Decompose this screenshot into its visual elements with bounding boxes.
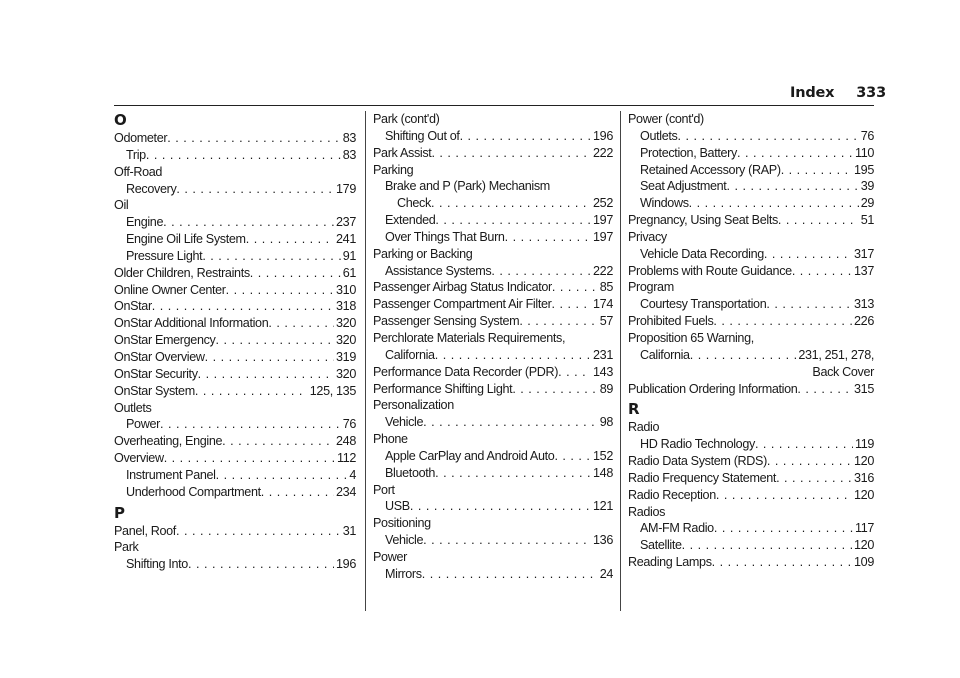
index-entry[interactable] bbox=[628, 128, 874, 145]
dot-leader bbox=[677, 128, 858, 145]
index-entry[interactable] bbox=[114, 349, 356, 366]
index-topic: Privacy bbox=[628, 229, 667, 244]
index-entry[interactable] bbox=[373, 279, 613, 296]
dot-leader bbox=[714, 520, 853, 537]
page-number: 333 bbox=[856, 85, 886, 101]
dot-leader bbox=[512, 381, 597, 398]
dot-leader bbox=[690, 347, 797, 364]
index-page-ref[interactable]: 252 bbox=[593, 196, 613, 211]
index-page-ref[interactable]: 117 bbox=[854, 521, 874, 536]
index-page-ref[interactable]: 248 bbox=[336, 434, 356, 449]
dot-leader bbox=[781, 162, 852, 179]
index-entry[interactable] bbox=[114, 523, 356, 540]
index-page-ref[interactable]: 310 bbox=[336, 282, 356, 297]
index-page-ref[interactable]: 196 bbox=[336, 557, 356, 572]
index-topic: Radios bbox=[628, 504, 666, 519]
index-entry[interactable] bbox=[628, 246, 874, 263]
index-page-ref[interactable]: 315 bbox=[854, 381, 874, 396]
index-page-ref[interactable]: 89 bbox=[599, 381, 613, 396]
section-letter: R bbox=[628, 400, 640, 419]
index-entry[interactable] bbox=[373, 532, 613, 549]
index-entry-label: Pregnancy, Using Seat Belts bbox=[628, 213, 778, 228]
section-letter: P bbox=[114, 503, 125, 522]
dot-leader bbox=[176, 181, 334, 198]
index-page-ref[interactable]: 61 bbox=[342, 265, 356, 280]
index-page-ref[interactable]: 76 bbox=[342, 417, 356, 432]
index-entry-label: Overheating, Engine bbox=[114, 434, 223, 449]
index-entry[interactable] bbox=[373, 448, 613, 465]
index-entry-label: OnStar System bbox=[114, 383, 195, 398]
dot-leader bbox=[188, 556, 334, 573]
index-page-ref[interactable]: 226 bbox=[854, 314, 874, 329]
index-page-ref[interactable]: 83 bbox=[342, 147, 356, 162]
dot-leader bbox=[737, 145, 853, 162]
index-page-ref[interactable]: 98 bbox=[599, 415, 613, 430]
index-entry[interactable] bbox=[628, 520, 874, 537]
index-entry-label: California bbox=[385, 347, 435, 362]
index-page-ref[interactable]: 234 bbox=[336, 484, 356, 499]
index-topic: Park bbox=[114, 540, 139, 555]
index-page-ref[interactable]: 222 bbox=[593, 145, 613, 160]
index-entry[interactable] bbox=[628, 296, 874, 313]
index-entry[interactable] bbox=[628, 212, 874, 229]
index-entry-label: Bluetooth bbox=[385, 465, 436, 480]
index-entry[interactable] bbox=[373, 229, 613, 246]
section-letter: O bbox=[114, 111, 127, 129]
index-entry[interactable] bbox=[114, 450, 356, 467]
dot-leader bbox=[764, 246, 852, 263]
dot-leader bbox=[460, 128, 591, 145]
index-entry[interactable] bbox=[628, 195, 874, 212]
index-entry[interactable] bbox=[373, 381, 613, 398]
index-page-ref[interactable]: 76 bbox=[860, 128, 874, 143]
index-topic: Program bbox=[628, 280, 674, 295]
dot-leader bbox=[250, 265, 341, 282]
index-entry-label: OnStar Security bbox=[114, 366, 198, 381]
dot-leader bbox=[755, 436, 853, 453]
index-entry[interactable] bbox=[628, 453, 874, 470]
index-entry[interactable] bbox=[373, 145, 613, 162]
index-entry-label: Protection, Battery bbox=[640, 145, 737, 160]
index-entry-label: Power bbox=[126, 417, 160, 432]
index-entry-label: Shifting Out of bbox=[385, 128, 460, 143]
index-entry[interactable] bbox=[628, 313, 874, 330]
index-entry-label: Radio Frequency Statement bbox=[628, 470, 777, 485]
index-entry[interactable] bbox=[114, 214, 356, 231]
index-entry[interactable] bbox=[114, 130, 356, 147]
index-topic: Phone bbox=[373, 432, 408, 447]
index-entry-label: Satellite bbox=[640, 538, 682, 553]
dot-leader bbox=[558, 364, 591, 381]
index-entry-label: Assistance Systems bbox=[385, 263, 492, 278]
dot-leader bbox=[726, 178, 858, 195]
index-entry-label: Performance Shifting Light bbox=[373, 381, 513, 396]
index-page-ref[interactable]: 51 bbox=[860, 213, 874, 228]
index-entry[interactable] bbox=[114, 282, 356, 299]
index-entry-label: OnStar bbox=[114, 299, 152, 314]
dot-leader bbox=[505, 229, 591, 246]
index-page-ref[interactable]: 121 bbox=[593, 499, 613, 514]
index-page-ref[interactable]: 317 bbox=[854, 246, 874, 261]
dot-leader bbox=[423, 414, 598, 431]
index-entry[interactable] bbox=[628, 537, 874, 554]
index-column-3 bbox=[628, 111, 874, 571]
index-page-ref[interactable]: 231 bbox=[593, 347, 613, 362]
index-entry[interactable] bbox=[373, 212, 613, 229]
index-entry-label: Shifting Into bbox=[126, 557, 188, 572]
index-page-ref[interactable]: 320 bbox=[336, 316, 356, 331]
dot-leader bbox=[797, 381, 852, 398]
index-entry-label: Recovery bbox=[126, 181, 177, 196]
index-entry[interactable] bbox=[628, 347, 874, 364]
index-topic: Personalization bbox=[373, 398, 454, 413]
index-page-continuation: Back Cover bbox=[812, 364, 874, 379]
index-entry[interactable] bbox=[114, 484, 356, 501]
dot-leader bbox=[222, 433, 334, 450]
index-page-ref[interactable]: 222 bbox=[593, 263, 613, 278]
index-entry-label: Check bbox=[397, 196, 431, 211]
index-entry[interactable] bbox=[628, 554, 874, 571]
index-page-ref[interactable]: 174 bbox=[593, 297, 613, 312]
dot-leader bbox=[167, 130, 340, 147]
dot-leader bbox=[682, 537, 852, 554]
index-page-ref[interactable]: 148 bbox=[593, 465, 613, 480]
index-entry[interactable] bbox=[114, 383, 356, 400]
index-entry-label: Passenger Compartment Air Filter bbox=[373, 297, 552, 312]
dot-leader bbox=[146, 147, 341, 164]
dot-leader bbox=[226, 282, 334, 299]
index-entry[interactable] bbox=[628, 162, 874, 179]
index-column-2 bbox=[373, 111, 613, 583]
index-entry-label: Mirrors bbox=[385, 566, 422, 581]
index-page-ref[interactable]: 125, 135 bbox=[309, 383, 356, 398]
index-page-ref[interactable]: 195 bbox=[854, 162, 874, 177]
index-topic: Positioning bbox=[373, 516, 431, 531]
index-entry[interactable] bbox=[373, 263, 613, 280]
dot-leader bbox=[216, 467, 348, 484]
dot-leader bbox=[246, 231, 334, 248]
dot-leader bbox=[163, 214, 334, 231]
index-entry[interactable] bbox=[114, 147, 356, 164]
dot-leader bbox=[423, 532, 591, 549]
index-topic: Power bbox=[373, 549, 407, 564]
index-topic: Port bbox=[373, 482, 395, 497]
index-entry[interactable] bbox=[114, 416, 356, 433]
index-entry[interactable] bbox=[114, 315, 356, 332]
index-page-ref[interactable]: 231, 251, 278, bbox=[798, 347, 874, 362]
index-entry-label: Apple CarPlay and Android Auto bbox=[385, 448, 555, 463]
index-entry-label: Vehicle bbox=[385, 533, 424, 548]
index-entry[interactable] bbox=[373, 364, 613, 381]
dot-leader bbox=[205, 349, 334, 366]
dot-leader bbox=[554, 448, 591, 465]
dot-leader bbox=[268, 315, 334, 332]
index-column-1 bbox=[114, 111, 356, 573]
index-entry[interactable] bbox=[373, 498, 613, 515]
index-entry-label: Engine Oil Life System bbox=[126, 232, 246, 247]
index-entry[interactable] bbox=[373, 414, 613, 431]
index-page-ref[interactable]: 318 bbox=[336, 299, 356, 314]
index-entry-label: Older Children, Restraints bbox=[114, 265, 250, 280]
dot-leader bbox=[712, 554, 852, 571]
index-page-ref[interactable]: 91 bbox=[342, 248, 356, 263]
index-topic: Oil bbox=[114, 198, 129, 213]
index-page-ref[interactable]: 320 bbox=[336, 333, 356, 348]
index-page-ref[interactable]: 197 bbox=[593, 229, 613, 244]
index-entry-label: Vehicle Data Recording bbox=[640, 246, 764, 261]
index-entry-label: Odometer bbox=[114, 131, 168, 145]
index-entry[interactable] bbox=[628, 145, 874, 162]
index-entry-label: Passenger Airbag Status Indicator bbox=[373, 280, 552, 295]
index-entry-label: USB bbox=[385, 499, 410, 514]
index-entry-label: Retained Accessory (RAP) bbox=[640, 162, 781, 177]
index-entry[interactable] bbox=[114, 467, 356, 484]
dot-leader bbox=[778, 212, 859, 229]
index-topic: Proposition 65 Warning, bbox=[628, 330, 754, 345]
index-page-ref[interactable]: 85 bbox=[599, 280, 613, 295]
dot-leader bbox=[198, 366, 334, 383]
index-entry[interactable] bbox=[114, 433, 356, 450]
running-header bbox=[790, 85, 886, 101]
dot-leader bbox=[551, 296, 591, 313]
index-page-ref[interactable]: 143 bbox=[593, 364, 613, 379]
dot-leader bbox=[792, 263, 852, 280]
index-entry[interactable] bbox=[628, 178, 874, 195]
index-page-ref[interactable]: 83 bbox=[342, 131, 356, 145]
index-entry-label: Online Owner Center bbox=[114, 282, 226, 297]
index-entry[interactable] bbox=[114, 248, 356, 265]
index-entry-label: Passenger Sensing System bbox=[373, 314, 520, 329]
index-entry-label: Windows bbox=[640, 196, 689, 211]
index-topic: Radio bbox=[628, 420, 660, 435]
index-entry-label: Overview bbox=[114, 451, 164, 466]
index-entry-label: Seat Adjustment bbox=[640, 179, 727, 194]
index-entry-label: Performance Data Recorder (PDR) bbox=[373, 364, 559, 379]
index-entry-label: OnStar Additional Information bbox=[114, 316, 269, 331]
index-page-ref[interactable]: 57 bbox=[599, 314, 613, 329]
index-entry-label: Reading Lamps bbox=[628, 555, 712, 570]
index-entry-label: Panel, Roof bbox=[114, 523, 176, 538]
index-entry-label: Instrument Panel bbox=[126, 467, 216, 482]
index-entry-label: OnStar Emergency bbox=[114, 333, 216, 348]
index-page-ref[interactable]: 316 bbox=[854, 470, 874, 485]
dot-leader bbox=[519, 313, 597, 330]
dot-leader bbox=[431, 195, 591, 212]
index-topic: Parking or Backing bbox=[373, 246, 473, 261]
index-entry[interactable] bbox=[373, 296, 613, 313]
column-divider bbox=[620, 111, 621, 611]
index-page-ref[interactable]: 109 bbox=[854, 555, 874, 570]
index-topic: Perchlorate Materials Requirements, bbox=[373, 330, 566, 345]
index-entry-label: Over Things That Burn bbox=[385, 229, 505, 244]
index-entry[interactable] bbox=[628, 436, 874, 453]
index-entry-label: OnStar Overview bbox=[114, 349, 205, 364]
index-entry-label: Radio Data System (RDS) bbox=[628, 454, 767, 469]
index-page-ref[interactable]: 110 bbox=[854, 145, 874, 160]
index-entry[interactable] bbox=[373, 195, 613, 212]
index-page-ref[interactable]: 4 bbox=[349, 467, 356, 482]
header-rule bbox=[114, 105, 874, 106]
index-page-ref[interactable]: 319 bbox=[336, 349, 356, 364]
index-topic: Power (cont'd) bbox=[628, 112, 704, 126]
index-page-ref[interactable]: 120 bbox=[854, 454, 874, 469]
dot-leader bbox=[767, 453, 852, 470]
dot-leader bbox=[422, 566, 598, 583]
index-topic: Brake and P (Park) Mechanism bbox=[385, 179, 550, 194]
index-entry[interactable] bbox=[628, 263, 874, 280]
index-page-ref[interactable]: 29 bbox=[860, 196, 874, 211]
index-page-ref[interactable]: 237 bbox=[336, 215, 356, 230]
dot-leader bbox=[160, 416, 341, 433]
index-entry[interactable] bbox=[373, 313, 613, 330]
index-topic: Park (cont'd) bbox=[373, 112, 440, 126]
index-page-ref[interactable]: 241 bbox=[336, 232, 356, 247]
index-entry[interactable] bbox=[373, 465, 613, 482]
index-entry-label: Courtesy Transportation bbox=[640, 297, 767, 312]
index-page-ref[interactable]: 136 bbox=[593, 533, 613, 548]
index-entry[interactable] bbox=[114, 298, 356, 315]
dot-leader bbox=[552, 279, 598, 296]
dot-leader bbox=[195, 383, 308, 400]
dot-leader bbox=[491, 263, 591, 280]
index-page-ref[interactable]: 119 bbox=[854, 437, 874, 452]
index-entry-label: Outlets bbox=[640, 128, 678, 143]
index-entry-label: Problems with Route Guidance bbox=[628, 263, 792, 278]
dot-leader bbox=[431, 145, 591, 162]
index-entry-label: AM-FM Radio bbox=[640, 521, 714, 536]
index-topic: Off-Road bbox=[114, 164, 163, 179]
index-topic: Outlets bbox=[114, 400, 152, 415]
index-page-ref[interactable]: 196 bbox=[593, 128, 613, 143]
index-page-ref[interactable]: 179 bbox=[336, 181, 356, 196]
index-page-ref[interactable]: 112 bbox=[336, 451, 356, 466]
index-topic: Parking bbox=[373, 162, 414, 177]
dot-leader bbox=[410, 498, 591, 515]
dot-leader bbox=[176, 523, 341, 540]
column-divider bbox=[365, 111, 366, 611]
dot-leader bbox=[216, 332, 335, 349]
header-title: Index bbox=[790, 85, 835, 101]
dot-leader bbox=[766, 296, 852, 313]
dot-leader bbox=[435, 465, 591, 482]
index-page-ref[interactable]: 120 bbox=[854, 538, 874, 553]
index-page-ref[interactable]: 24 bbox=[599, 566, 613, 581]
dot-leader bbox=[164, 450, 335, 467]
index-entry[interactable] bbox=[114, 181, 356, 198]
index-entry-label: Prohibited Fuels bbox=[628, 314, 714, 329]
index-entry[interactable] bbox=[373, 128, 613, 145]
index-entry[interactable] bbox=[373, 347, 613, 364]
index-page-ref[interactable]: 137 bbox=[854, 263, 874, 278]
index-entry[interactable] bbox=[114, 231, 356, 248]
index-entry-label: HD Radio Technology bbox=[640, 437, 755, 452]
dot-leader bbox=[261, 484, 334, 501]
index-entry[interactable] bbox=[114, 265, 356, 282]
index-entry[interactable] bbox=[114, 332, 356, 349]
index-entry-label: Park Assist bbox=[373, 145, 432, 160]
index-page-ref[interactable]: 313 bbox=[854, 297, 874, 312]
dot-leader bbox=[716, 487, 852, 504]
index-entry[interactable] bbox=[373, 566, 613, 583]
index-entry-label: Trip bbox=[126, 147, 146, 162]
dot-leader bbox=[435, 212, 591, 229]
index-entry-label: California bbox=[640, 347, 690, 362]
index-entry[interactable] bbox=[114, 556, 356, 573]
index-page-ref[interactable]: 320 bbox=[336, 366, 356, 381]
dot-leader bbox=[435, 347, 591, 364]
index-page-ref[interactable]: 39 bbox=[860, 179, 874, 194]
dot-leader bbox=[713, 313, 852, 330]
index-entry[interactable] bbox=[628, 381, 874, 398]
index-page-ref[interactable]: 197 bbox=[593, 213, 613, 228]
index-page-ref[interactable]: 120 bbox=[854, 487, 874, 502]
dot-leader bbox=[152, 298, 334, 315]
index-entry-label: Extended bbox=[385, 213, 436, 228]
index-entry[interactable] bbox=[114, 366, 356, 383]
index-entry-label: Engine bbox=[126, 215, 164, 230]
dot-leader bbox=[202, 248, 340, 265]
index-entry-label: Radio Reception bbox=[628, 487, 716, 502]
index-entry-label: Underhood Compartment bbox=[126, 484, 261, 499]
index-entry[interactable] bbox=[628, 470, 874, 487]
index-entry-label: Vehicle bbox=[385, 415, 424, 430]
index-entry-label: Pressure Light bbox=[126, 248, 203, 263]
index-entry[interactable] bbox=[628, 487, 874, 504]
dot-leader bbox=[776, 470, 852, 487]
index-page-ref[interactable]: 152 bbox=[593, 448, 613, 463]
index-entry-label: Publication Ordering Information bbox=[628, 381, 798, 396]
index-page-ref[interactable]: 31 bbox=[342, 523, 356, 538]
dot-leader bbox=[689, 195, 859, 212]
